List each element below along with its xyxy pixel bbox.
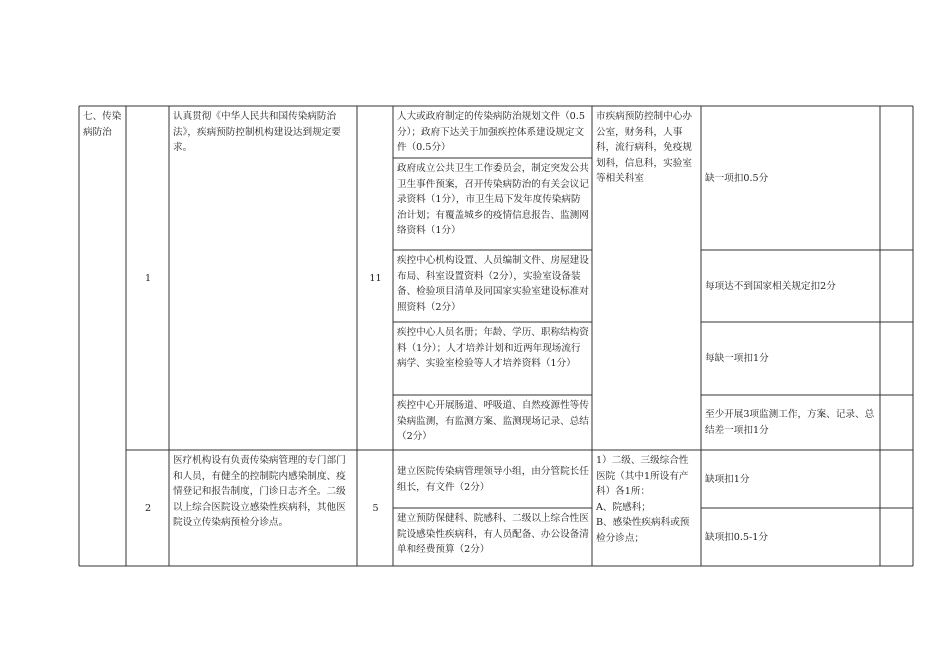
row2-method-1: 建立医院传染病管理领导小组，由分管院长任组长，有文件（2分） — [397, 465, 589, 493]
row1-deduction-2: 每项达不到国家相关规定扣2分 — [705, 280, 836, 292]
row1-requirement: 认真贯彻《中华人民共和国传染病防治法》，疾病预防控制机构建设达到规定要求。 — [173, 111, 341, 154]
row1-number: 1 — [144, 272, 152, 284]
row2-deduction-1: 缺项扣1分 — [705, 473, 750, 485]
section-title: 七、传染 病防治 — [83, 111, 122, 138]
row1-method-5: 疾控中心开展肠道、呼吸道、自然疫源性等传染病监测，有监测方案、监测现场记录、总结（2分） — [397, 400, 589, 443]
row2-method-2: 建立预防保健科、院感科、二级以上综合性医院设感染性疾病科，有人员配备、办公设备清单和经费预算（2分） — [397, 513, 589, 556]
row1-method-1: 人大或政府制定的传染病防治规划文件（0.5分）；政府下达关于加强疾控体系建设规定文件（0.5分） — [397, 111, 585, 154]
row1-method-2: 政府成立公共卫生工作委员会，制定突发公共卫生事件预案，召开传染病防治的有关会议记录资料（1分），市卫生局下发年度传染病防治计划；有覆盖城乡的疫情信息报告、监测网络资料（1分） — [397, 163, 589, 237]
row1-deduction-1: 缺一项扣0.5分 — [705, 172, 769, 184]
row2-deduction-2: 缺项扣0.5-1分 — [705, 531, 768, 543]
row1-method-4: 疾控中心人员名册；年龄、学历、职称结构资料（1分）；人才培养计划和近两年现场流行病学、实验室检验等人才培养资料（1分） — [397, 327, 589, 370]
row1-departments: 市疾病预防控制中心办公室，财务科，人事科，流行病科，免疫规划科，信息科，实验室等相关科室 — [596, 111, 692, 185]
row1-score: 11 — [369, 272, 382, 284]
row2-number: 2 — [144, 502, 152, 514]
row1-deduction-3: 每缺一项扣1分 — [705, 353, 769, 365]
row1-method-3: 疾控中心机构设置、人员编制文件、房屋建设布局、科室设置资料（2分），实验室设备装备、检验项目清单及同国家实验室建设标准对照资料（2分） — [397, 255, 589, 313]
row1-deduction-4: 至少开展3项监测工作，方案、记录、总结差一项扣1分 — [705, 409, 875, 436]
row2-departments: 1）二级、三级综合性医院（其中1所设有产科）各1所： A、院感科； B、感染性疾病科或预检分诊点； — [596, 455, 690, 544]
row2-score: 5 — [372, 502, 379, 514]
row2-requirement: 医疗机构设有负责传染病管理的专门部门和人员，有健全的控制院内感染制度、疫情登记和报告制度，门诊日志齐全。二级以上综合医院设立感染性疾病科，其他医院设立传染病预检分诊点。 — [173, 455, 346, 529]
